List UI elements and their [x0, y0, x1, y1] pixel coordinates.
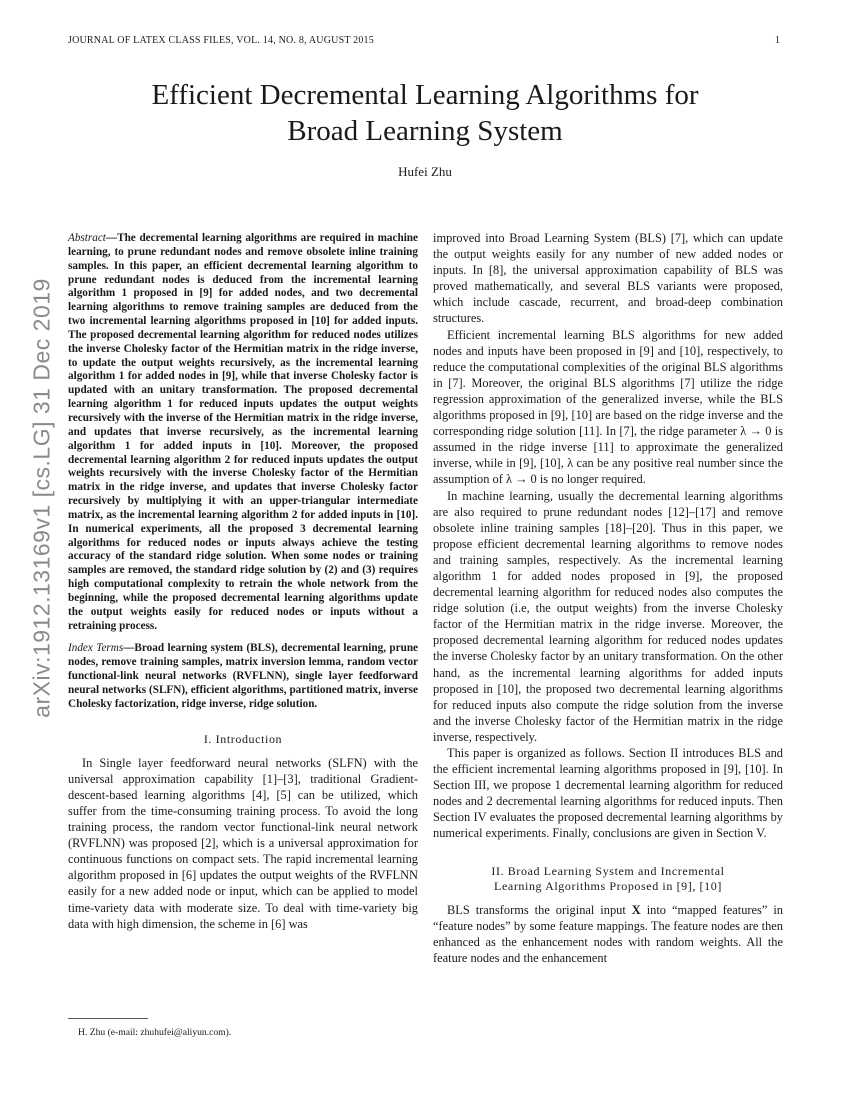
abstract-lead: Abstract — [68, 232, 106, 244]
section-2-heading-line-2: Learning Algorithms Proposed in [9], [10] — [494, 878, 722, 893]
footnote: H. Zhu (e-mail: zhuhufei@aliyun.com). — [78, 1027, 232, 1038]
footnote-rule — [68, 1018, 148, 1019]
abstract — [68, 232, 418, 633]
left-column — [68, 232, 418, 932]
section-2-text-b: into “mapped features” in “feature nodes” by some feature mappings. The feature nodes are then enhanced as the enhancement nodes with random weights. All the feature nodes and the enhancement — [433, 902, 783, 965]
intro-paragraph-4: In machine learning, usually the decremental learning algorithms are also required to prune redundant nodes [12]–[17] and remove obsolete inline training samples [18]–[20]. Thus in this paper, we propose efficient decremental learning algorithms to remove nodes and training samples, respectively. As the incremental learning algorithm 1 for added nodes proposed in [9], the proposed decremental learning algorithm for reduced nodes also computes the ridge solution (i.e, the output weights) from the inverse Cholesky factor of the Hermitian matrix in the ridge inverse. Moreover, the proposed decremental learning algorithm for reduced nodes updates the inverse Cholesky factor by an unitary transformation. On the other hand, as the incremental learning algorithms for added inputs proposed in [10], the proposed two decremental learning algorithms for reduced inputs also compute the ridge solution from the inverse and the inverse Cholesky factor of the Hermitian matrix in the ridge inverse, respectively. — [433, 488, 783, 744]
section-2-text-a: BLS transforms the original input — [447, 902, 632, 917]
intro-paragraph-5: This paper is organized as follows. Section II introduces BLS and the efficient incremental learning algorithms proposed in [9], [10]. In Section III, we propose 1 decremental learning algorithm for reduced nodes and 2 decremental learning algorithms for reduced inputs. Then Section IV evaluates the proposed decremental learning algorithms by numerical experiments. Finally, conclusions are given in Section V. — [433, 746, 783, 841]
paper-title — [0, 77, 850, 149]
intro-paragraph-1: In Single layer feedforward neural networks (SLFN) with the universal approximation capability [1]–[3], traditional Gradient-descent-based learning algorithms [4], [5] can be utilized, which suffer from the time-consuming training process. To avoid the long training process, the random vector functional-link neural network (RVFLNN) was proposed [2], which is a universal approximation for continuous functions on compact sets. The rapid incremental learning algorithm proposed in [6] updates the output weights of the RVFLNN easily for a new added node or input, which can be applied to model time-variety data with moderate size. To deal with time-variety big data with high dimension, the scheme in [6] was — [68, 755, 418, 931]
index-terms — [68, 642, 418, 711]
author: Hufei Zhu — [398, 164, 452, 179]
right-column — [433, 230, 783, 966]
index-terms-lead: Index Terms — [68, 642, 124, 655]
section-2-heading — [433, 864, 783, 894]
arxiv-stamp: arXiv:1912.13169v1 [cs.LG] 31 Dec 2019 — [28, 278, 55, 718]
section-1-heading: I. Introduction — [203, 731, 283, 746]
title-line-1: Efficient Decremental Learning Algorithms for — [151, 79, 699, 111]
index-terms-text: —Broad learning system (BLS), decremental learning, prune nodes, remove training samples, matrix inversion lemma, random vector functional-link neural networks (RVFLNN), single layer feedforward neural networks (SLFN), efficient algorithms, partitioned matrix, inverse Cholesky factorization, ridge inverse, ridge solution. — [68, 642, 419, 710]
abstract-text: —The decremental learning algorithms are required in machine learning, to prune redundant nodes and remove obsolete inline training samples. In this paper, an efficient decremental learning algorithm to prune redundant nodes is deduced from the incremental learning algorithm 1 proposed in [9] for added nodes, and two decremental learning algorithms to remove training samples are deduced from the two incremental learning algorithms proposed in [10] for added inputs. The proposed decremental learning algorithm for reduced nodes utilizes the inverse Cholesky factor of the Hermitian matrix in the ridge inverse, to update the output weights recursively, as the incremental learning algorithm 1 for added nodes in [9], while that inverse Cholesky factor is updated with an unitary transformation. The proposed decremental learning algorithm 1 for reduced inputs updates the output weights recursively with the inverse of the Hermitian matrix in the ridge inverse, and updates that inverse recursively, as the incremental learning algorithm 1 for added inputs in [10]. Moreover, the proposed decremental learning algorithm 2 for reduced inputs updates the output weights recursively with the inverse Cholesky factor of the Hermitian matrix in the ridge inverse, and updates that inverse Cholesky factor recursively by multiplying it with an upper-triangular intermediate matrix, as the incremental learning algorithm 2 for added inputs in [10]. In numerical experiments, all the proposed 3 decremental learning algorithms for reduced nodes or inputs always achieve the testing accuracy of the standard ridge solution. When some nodes or training samples are removed, the standard ridge solution by (2) and (3) requires high computational complexity to retrain the whole network from the beginning, while the proposed decremental learning algorithms update the output weights easily for reduced nodes or inputs without a retraining process. — [68, 232, 418, 632]
journal-header: JOURNAL OF LATEX CLASS FILES, VOL. 14, NO. 8, AUGUST 2015 — [68, 35, 374, 46]
section-2-heading-line-1: II. Broad Learning System and Incremental — [491, 863, 725, 878]
section-2-paragraph-1 — [433, 902, 783, 966]
intro-paragraph-3: Efficient incremental learning BLS algorithms for new added nodes and inputs have been proposed in [9] and [10], respectively, to reduce the computational complexities of the original BLS algorithms in [7]. Moreover, the original BLS algorithms [7] utilize the ridge regression approximation of the generalized inverse, while the BLS algorithms proposed in [9], [10] are based on the ridge inverse and the corresponding ridge solution [11]. In [7], the ridge parameter λ → 0 is assumed in the ridge inverse [11] to approximate the generalized inverse, while in [9], [10], λ can be any positive real number since the assumption of λ → 0 is no longer required. — [433, 327, 783, 487]
intro-paragraph-2: improved into Broad Learning System (BLS) [7], which can update the output weights easily for any number of new added nodes or inputs. In [8], the universal approximation capability of BLS was proved mathematically, and several BLS variants were proposed, which include cascade, recurrent, and broad-deep combination structures. — [433, 231, 783, 326]
page-number: 1 — [775, 35, 780, 46]
title-line-2: Broad Learning System — [287, 115, 563, 147]
input-matrix-symbol: X — [631, 902, 641, 917]
